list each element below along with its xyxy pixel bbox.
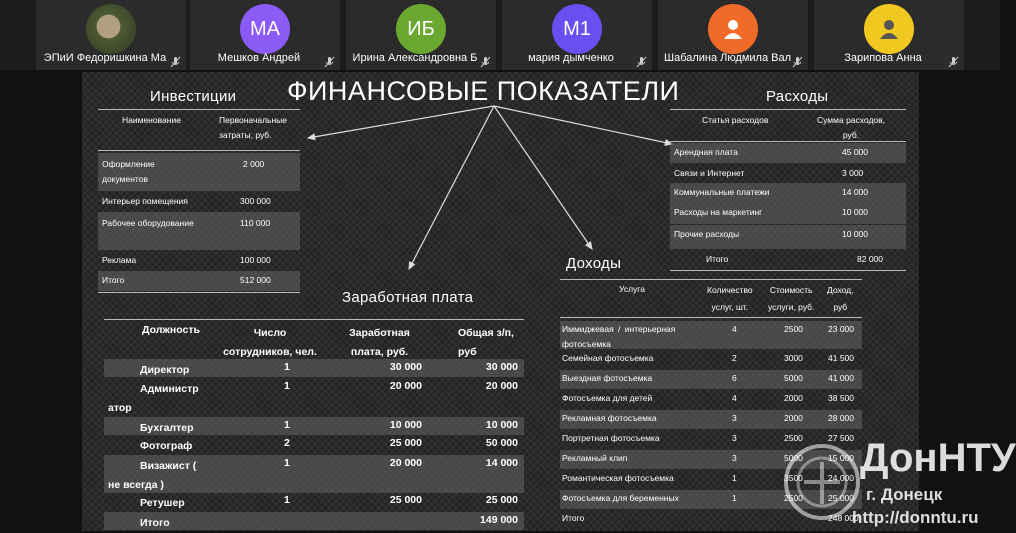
participant-tile[interactable] [190,0,340,70]
expenses-heading: Расходы [766,88,829,105]
arrow-to-expenses [494,106,672,144]
donntu-city: г. Донецк [866,485,943,504]
investments-col-cost: Первоначальные затраты, руб. [219,115,288,140]
income-col-qty: Количество услуг, шт. [707,285,753,312]
participant-avatar [86,4,136,54]
participant-name: ЭПиИ Федоришкина Ма [43,52,167,64]
donntu-watermark [782,432,1016,531]
salary-col-pay: Заработная плата, руб. [349,327,410,358]
salary-row: Фотограф 2 25 000 50 000 [140,437,518,452]
income-row: Фотосъемка для беременных 1 2500 25 000 [560,490,862,509]
expense-row: Арендная плата 45 000 [670,143,906,163]
income-row: Рекламная фотосъемка 3 2000 28 000 [560,410,862,429]
participant-name: Ирина Александровна Б [352,52,478,64]
donntu-name: ДонНТУ [860,436,1016,480]
mic-muted-icon[interactable] [171,55,180,66]
salary-col-total: Общая з/п, руб [458,327,514,358]
participant-name: мария дымченко [528,52,614,64]
mic-muted-icon[interactable] [481,55,490,66]
expense-row: Коммунальные платежи 14 000 [670,183,906,203]
income-col-income: Доход, руб [827,285,854,312]
expense-row: Расходы на маркетинг 10 000 [670,203,906,224]
expense-total-row: Итого 82 000 [706,254,883,264]
salary-col-count: Число сотрудников, чел. [223,327,317,358]
participant-name: Зарипова Анна [844,52,922,64]
income-row: Иммиджевая / интерьерная фотосъемка 4 2500 23 000 [560,321,862,349]
income-col-service: Услуга [619,284,645,294]
investment-row: Оформление документов 2 000 [98,153,300,191]
salary-heading: Заработная плата [342,289,474,306]
person-icon [722,18,744,40]
participant-name: Шабалина Людмила Вал [664,52,791,64]
income-row: Романтическая фотосъемка 1 3500 24 000 [562,473,854,483]
donntu-url: http://donntu.ru [852,508,979,527]
arrow-to-salary [409,106,494,269]
salary-row: Ретушер 1 25 000 25 000 [140,494,518,509]
salary-col-position: Должность [142,324,200,336]
expenses-col-item: Статья расходов [702,115,769,125]
participant-avatar: М1 [552,4,602,54]
expense-row: Связи и Интернет 3 000 [674,168,864,178]
investments-col-name: Наименование [122,115,181,125]
participant-avatar [708,4,758,54]
arrow-to-investments [308,106,494,138]
participant-strip [0,0,1000,70]
slide-title: ФИНАНСОВЫЕ ПОКАЗАТЕЛИ [287,76,680,106]
person-icon [878,18,900,40]
participant-tile[interactable] [346,0,496,70]
salary-row: Визажист ( не всегда ) 1 20 000 14 000 [104,455,524,493]
investment-row: Интерьер помещения 300 000 [102,196,271,206]
participant-tile[interactable] [36,0,186,70]
donntu-emblem-icon [782,432,862,531]
income-heading: Доходы [566,255,622,272]
arrow-to-income [494,106,592,249]
participant-avatar: МА [240,4,290,54]
participant-tile[interactable] [502,0,652,70]
expense-row: Прочие расходы 10 000 [670,225,906,249]
salary-total-row: Итого 149 000 [104,512,524,530]
expenses-col-sum: Сумма расходов, руб. [817,115,886,140]
participant-avatar: ИБ [396,4,446,54]
investment-row: Реклама 100 000 [102,255,271,265]
participant-tile[interactable] [814,0,964,70]
mic-muted-icon[interactable] [793,55,802,66]
income-row: Выездная фотосъемка 6 5000 41 000 [560,370,862,389]
income-row: Рекламный клип 3 5000 15 000 [560,450,862,469]
participant-avatar [864,4,914,54]
mic-muted-icon[interactable] [325,55,334,66]
salary-row: Бухгалтер 1 10 000 10 000 [104,417,524,435]
income-row: Портретная фотосъемка 3 2500 27 500 [562,433,854,443]
income-row: Семейная фотосъемка 2 3000 41 500 [562,353,854,363]
salary-row: Администр атор 1 20 000 20 000 [108,380,518,414]
investments-heading: Инвестиции [150,88,237,105]
investment-row: Рабочее оборудование 110 000 [98,212,300,250]
income-row: Фотосъемка для детей 4 2000 38 500 [562,393,854,403]
investment-total-row: Итого 512 000 [98,271,300,291]
mic-muted-icon[interactable] [949,55,958,66]
salary-row: Директор 1 30 000 30 000 [104,359,524,377]
participant-tile[interactable] [658,0,808,70]
participant-name: Мешков Андрей [217,52,301,64]
income-col-price: Стоимость услуги, руб. [768,285,815,312]
mic-muted-icon[interactable] [637,55,646,66]
income-total-row: Итого 248 000 [562,513,859,523]
